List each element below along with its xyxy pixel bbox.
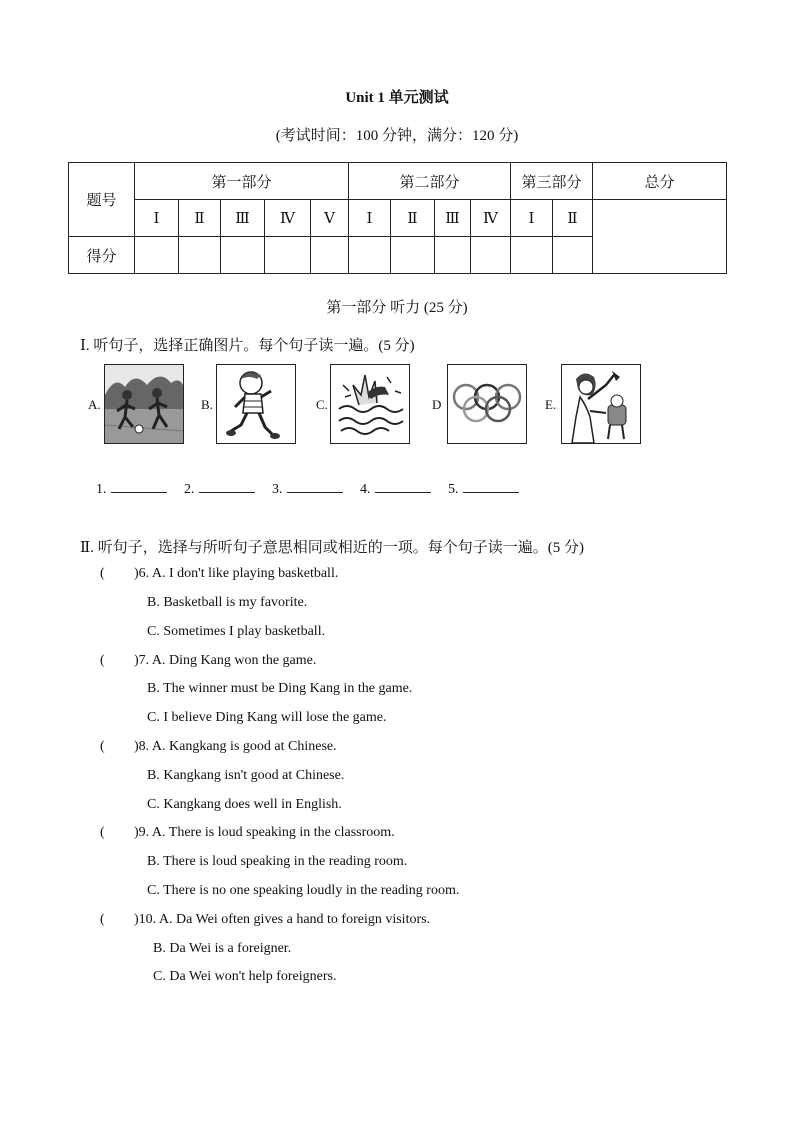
part1-col: Ⅳ	[265, 200, 311, 237]
part2-col: Ⅱ	[391, 200, 435, 237]
score-table	[68, 162, 727, 274]
picture-label: B.	[201, 397, 213, 412]
part1-heading: Ⅰ. 听句子，选择正确图片。每个句子读一遍。(5 分)	[80, 338, 415, 354]
part3-col: Ⅰ	[511, 200, 553, 237]
question-number: )10.	[134, 912, 157, 927]
score-cell[interactable]	[311, 237, 349, 274]
score-cell[interactable]	[471, 237, 511, 274]
part3-col: Ⅱ	[553, 200, 593, 237]
total-header: 总分	[593, 163, 727, 200]
option-c: C. Kangkang does well in English.	[147, 797, 342, 812]
option-c: C. Da Wei won't help foreigners.	[153, 969, 337, 984]
option-a: A. There is loud speaking in the classroom.	[151, 825, 395, 840]
blank-number: 1.	[96, 482, 107, 497]
answer-blank-3[interactable]	[272, 480, 343, 498]
answer-bracket[interactable]: (	[100, 653, 105, 668]
cheering-fan-icon	[561, 364, 641, 444]
score-cell[interactable]	[265, 237, 311, 274]
part2-col: Ⅳ	[471, 200, 511, 237]
picture-label: A.	[88, 397, 101, 412]
score-cell[interactable]	[511, 237, 553, 274]
question-10	[100, 912, 430, 928]
answer-blank-1[interactable]	[96, 480, 167, 498]
section-heading: 第一部分 听力 (25 分)	[326, 300, 468, 316]
question-9	[100, 825, 395, 841]
part1-col: Ⅰ	[135, 200, 179, 237]
question-number: )6.	[134, 566, 150, 581]
option-b: B. Basketball is my favorite.	[147, 595, 308, 610]
score-label: 得分	[69, 237, 135, 274]
score-cell[interactable]	[349, 237, 391, 274]
answer-blank-2[interactable]	[184, 480, 255, 498]
option-a: A. Kangkang is good at Chinese.	[151, 739, 337, 754]
option-a: A. Da Wei often gives a hand to foreign visitors.	[158, 912, 431, 927]
question-number: )8.	[134, 739, 150, 754]
answer-bracket[interactable]: (	[100, 739, 105, 754]
blank-number: 5.	[448, 482, 459, 497]
soccer-players-icon	[104, 364, 184, 444]
picture-label: D	[432, 397, 442, 412]
answer-bracket[interactable]: (	[100, 825, 105, 840]
total-score-cell[interactable]	[593, 200, 727, 274]
score-cell[interactable]	[391, 237, 435, 274]
olympic-rings-icon	[447, 364, 527, 444]
option-c: C. There is no one speaking loudly in the reading room.	[147, 883, 460, 898]
answer-bracket[interactable]: (	[100, 566, 105, 581]
part3-header: 第三部分	[511, 163, 593, 200]
option-b: B. There is loud speaking in the reading room.	[147, 854, 408, 869]
part1-col: Ⅴ	[311, 200, 349, 237]
diving-swimmer-icon	[330, 364, 410, 444]
part2-col: Ⅲ	[435, 200, 471, 237]
part2-col: Ⅰ	[349, 200, 391, 237]
question-number: )7.	[134, 653, 150, 668]
part1-col: Ⅱ	[179, 200, 221, 237]
question-number: )9.	[134, 825, 150, 840]
answer-blank-5[interactable]	[448, 480, 519, 498]
blank-number: 4.	[360, 482, 371, 497]
score-cell[interactable]	[435, 237, 471, 274]
score-cell[interactable]	[221, 237, 265, 274]
part2-header: 第二部分	[349, 163, 511, 200]
question-7	[100, 653, 316, 669]
question-8	[100, 739, 337, 755]
score-cell[interactable]	[179, 237, 221, 274]
blank-number: 3.	[272, 482, 283, 497]
answer-blank-4[interactable]	[360, 480, 431, 498]
option-c: C. I believe Ding Kang will lose the game.	[147, 710, 387, 725]
answer-bracket[interactable]: (	[100, 912, 105, 927]
option-b: B. Kangkang isn't good at Chinese.	[147, 768, 345, 783]
part1-col: Ⅲ	[221, 200, 265, 237]
option-b: B. Da Wei is a foreigner.	[153, 941, 292, 956]
picture-label: E.	[545, 397, 557, 412]
question-number-label: 题号	[69, 163, 135, 237]
option-c: C. Sometimes I play basketball.	[147, 624, 326, 639]
running-boy-icon	[216, 364, 296, 444]
question-6	[100, 566, 338, 582]
blank-number: 2.	[184, 482, 195, 497]
picture-label: C.	[316, 397, 328, 412]
option-a: A. I don't like playing basketball.	[151, 566, 339, 581]
option-a: A. Ding Kang won the game.	[151, 653, 317, 668]
score-cell[interactable]	[553, 237, 593, 274]
score-cell[interactable]	[135, 237, 179, 274]
page-title: Unit 1 单元测试	[345, 90, 449, 106]
part1-header: 第一部分	[135, 163, 349, 200]
exam-info: (考试时间：100 分钟，满分：120 分)	[275, 128, 519, 144]
option-b: B. The winner must be Ding Kang in the game.	[147, 681, 413, 696]
part2-heading: Ⅱ. 听句子，选择与所听句子意思相同或相近的一项。每个句子读一遍。(5 分)	[80, 540, 584, 556]
